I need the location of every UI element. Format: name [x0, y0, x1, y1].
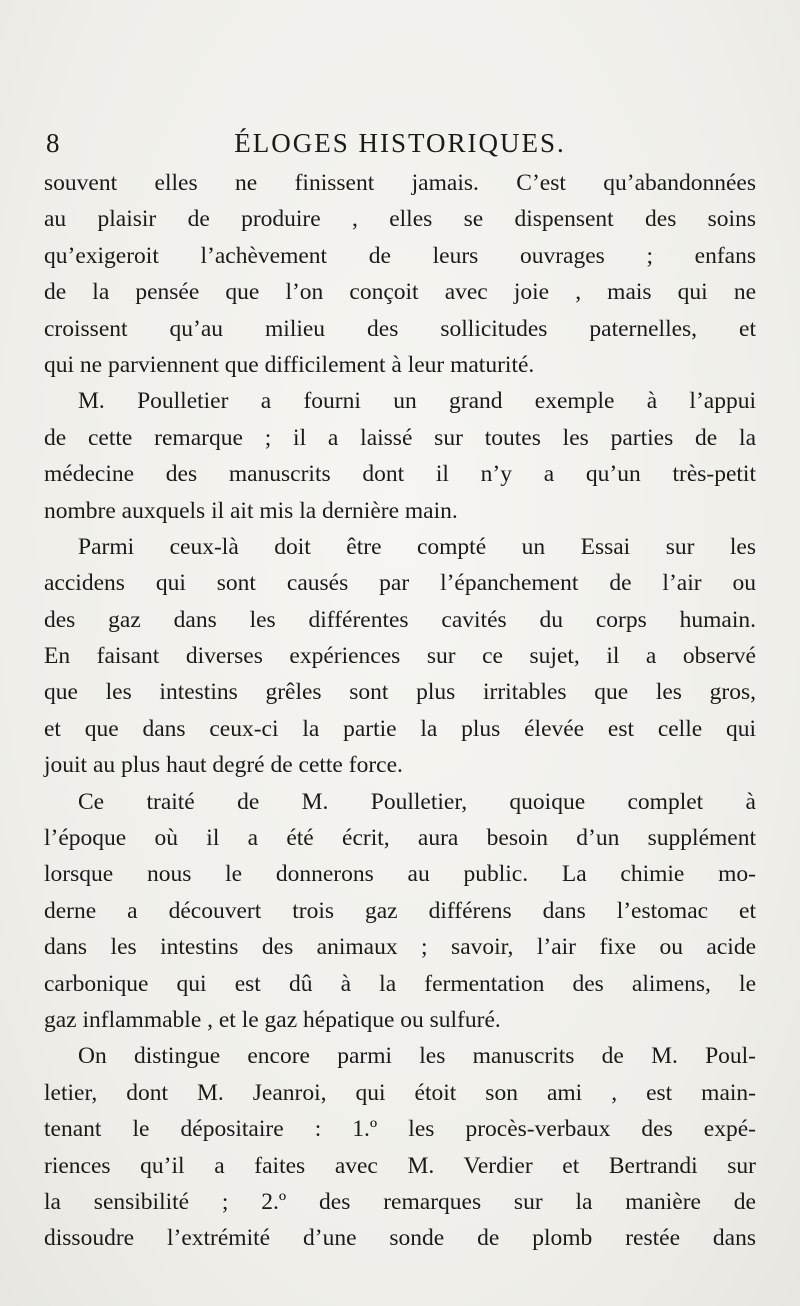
text-line: tenant le dépositaire : 1.º les procès-verbaux des expé- [44, 1116, 756, 1143]
text-line: Ce traité de M. Poulletier, quoique complet à [78, 788, 756, 815]
text-line: de cette remarque ; il a laissé sur toutes les parties de la [44, 424, 756, 451]
running-title: ÉLOGES HISTORIQUES. [234, 128, 566, 158]
text-line: l’époque où il a été écrit, aura besoin d’un supplément [44, 825, 756, 852]
text-line: En faisant diverses expériences sur ce sujet, il a observé [44, 643, 756, 670]
text-line: que les intestins grêles sont plus irritables que les gros, [44, 679, 756, 706]
text-line: carbonique qui est dû à la fermentation des alimens, le [44, 970, 756, 997]
text-line: letier, dont M. Jeanroi, qui étoit son ami , est main- [44, 1079, 756, 1106]
text-line: des gaz dans les différentes cavités du corps humain. [44, 606, 756, 633]
text-line: On distingue encore parmi les manuscrits de M. Poul- [78, 1043, 756, 1070]
text-line: M. Poulletier a fourni un grand exemple à l’appui [78, 388, 756, 415]
text-line: gaz inflammable , et le gaz hépatique ou sulfuré. [44, 1006, 501, 1033]
text-line: au plaisir de produire , elles se dispensent des soins [44, 206, 756, 233]
text-line: nombre auxquels il ait mis la dernière main. [44, 497, 458, 524]
text-line: souvent elles ne finissent jamais. C’est qu’abandonnées [44, 170, 756, 196]
text-line: jouit au plus haut degré de cette force. [44, 752, 403, 779]
text-line: la sensibilité ; 2.º des remarques sur la manière de [44, 1188, 756, 1215]
text-line: dans les intestins des animaux ; savoir, l’air fixe ou acide [44, 934, 756, 961]
text-line: de la pensée que l’on conçoit avec joie , mais qui ne [44, 279, 756, 306]
page-header [40, 128, 760, 168]
text-line: croissent qu’au milieu des sollicitudes paternelles, et [44, 315, 756, 342]
body-text [44, 165, 756, 1257]
text-line: qui ne parviennent que difficilement à leur maturité. [44, 351, 535, 378]
text-line: dissoudre l’extrémité d’une sonde de plomb restée dans [44, 1225, 756, 1252]
page-number: 8 [46, 128, 60, 158]
text-line: lorsque nous le donnerons au public. La chimie mo- [44, 861, 756, 888]
text-line: derne a découvert trois gaz différens dans l’estomac et [44, 897, 756, 924]
text-line: riences qu’il a faites avec M. Verdier et Bertrandi sur [44, 1152, 756, 1179]
text-line: Parmi ceux-là doit être compté un Essai sur les [78, 533, 756, 560]
text-line: qu’exigeroit l’achèvement de leurs ouvrages ; enfans [44, 242, 756, 269]
text-line: médecine des manuscrits dont il n’y a qu’un très-petit [44, 461, 756, 488]
text-line: accidens qui sont causés par l’épanchement de l’air ou [44, 570, 756, 597]
text-line: et que dans ceux-ci la partie la plus élevée est celle qui [44, 715, 756, 742]
